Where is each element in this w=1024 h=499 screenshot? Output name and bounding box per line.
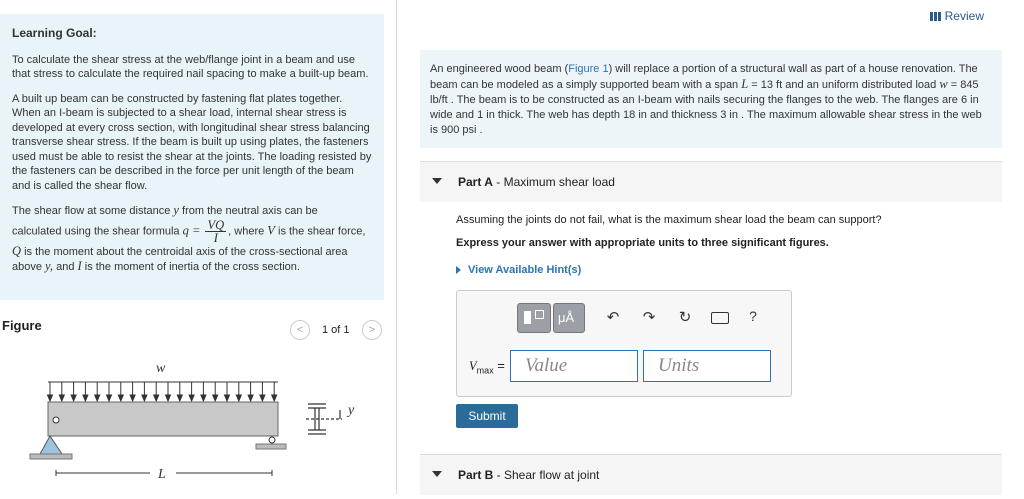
load-arrow <box>189 395 194 401</box>
help-icon[interactable]: ? <box>749 308 757 324</box>
reset-icon[interactable]: ↻ <box>678 309 692 326</box>
beam-body <box>48 402 278 436</box>
load-arrow <box>225 395 230 401</box>
review-link[interactable]: Review <box>930 9 984 23</box>
redo-icon[interactable]: ↷ <box>642 309 656 326</box>
figure-page-count: 1 of 1 <box>322 324 350 336</box>
prev-figure-button[interactable]: < <box>290 320 310 340</box>
part-a-question: Assuming the joints do not fail, what is the maximum shear load the beam can support? <box>456 214 882 226</box>
answer-box <box>456 290 792 397</box>
i-beam-cross-section <box>306 404 342 434</box>
load-arrow <box>260 395 265 401</box>
load-arrow <box>107 395 112 401</box>
load-arrow <box>272 395 277 401</box>
goal-paragraph-3: The shear flow at some distance y from the neutral axis can be calculated using the shear formula q = $\frac{VQ}{I}$ , where V is the shear force, Q is the moment about the centroidal axis of the cross-sectional area above y, and I is the moment of inertia of the cross section. <box>12 203 366 273</box>
goal-paragraph-1: To calculate the shear stress at the web/flange joint in a beam and use that stress to calculate the required nail spacing to make a built-up beam. <box>12 53 369 80</box>
load-arrow <box>166 395 171 401</box>
units-input[interactable]: Units <box>643 350 771 382</box>
load-arrow <box>248 395 253 401</box>
undo-icon[interactable]: ↶ <box>606 309 620 326</box>
collapse-arrow-icon <box>432 471 442 477</box>
part-a-header[interactable]: Part A - Maximum shear load <box>420 161 1002 202</box>
axis-label-y: y <box>348 403 355 418</box>
load-arrow <box>95 395 100 401</box>
load-arrow <box>130 395 135 401</box>
load-label-w: w <box>156 361 166 376</box>
load-arrow <box>201 395 206 401</box>
goal-paragraph-2: A built up beam can be constructed by fastening flat plates together. When an I-beam is subjected to a shear load, internal shear stress is developed at every cross section, with longitudinal shear stress balancing transverse shear stress. If the beam is built up using plates, the fasteners used must be able to resist the shear at the joints. The loading resisted by the fasteners can be described in the force per unit length of the beam and is called the shear flow. <box>12 92 372 192</box>
load-arrow <box>83 395 88 401</box>
learning-goal-heading: Learning Goal: <box>12 26 97 40</box>
problem-statement: An engineered wood beam (Figure 1) will replace a portion of a structural wall as part of a house renovation. The beam can be modeled as a simply supported beam with a span L = 13 ft and an uniform distributed load w = 845 lb/ft . The beam is to be constructed as an I-beam with nails securing the flanges to the web. The flanges are 6 in wide and 1 in thick. The web has depth 18 in and thickness 3 in . The maximum allowable shear stress in the web is 900 psi . <box>420 50 1002 148</box>
shear-formula-fraction: $\frac{VQ}{I}$ <box>207 217 225 245</box>
load-arrow <box>59 395 64 401</box>
figure-link[interactable]: Figure 1 <box>568 63 609 75</box>
beam-diagram <box>0 350 384 494</box>
load-arrow <box>213 395 218 401</box>
load-arrow <box>48 395 53 401</box>
roller-support <box>269 437 275 443</box>
value-input[interactable]: Value <box>510 350 638 382</box>
review-icon <box>930 12 941 21</box>
submit-button[interactable]: Submit <box>456 404 518 428</box>
left-panel <box>0 0 397 494</box>
view-hints-link[interactable]: View Available Hint(s) <box>456 264 581 276</box>
load-arrow <box>71 395 76 401</box>
figure-title: Figure <box>2 318 42 333</box>
load-arrow <box>154 395 159 401</box>
variable-label: $V_{max}$ = <box>469 358 505 376</box>
load-arrow <box>142 395 147 401</box>
keyboard-icon[interactable] <box>710 311 730 328</box>
load-arrow <box>118 395 123 401</box>
units-symbol-button[interactable]: μÅ <box>553 303 585 333</box>
span-label-L: L <box>158 467 166 482</box>
learning-goal <box>0 14 384 300</box>
right-panel <box>396 0 1024 494</box>
pin-support <box>40 436 62 454</box>
caret-right-icon <box>456 266 461 274</box>
load-arrow <box>236 395 241 401</box>
figure-header <box>0 316 384 342</box>
template-button[interactable] <box>517 303 551 333</box>
next-figure-button[interactable]: > <box>362 320 382 340</box>
part-b-header[interactable]: Part B - Shear flow at joint <box>420 454 1002 495</box>
load-arrow <box>177 395 182 401</box>
part-a-instruction: Express your answer with appropriate units to three significant figures. <box>456 237 829 249</box>
collapse-arrow-icon <box>432 178 442 184</box>
